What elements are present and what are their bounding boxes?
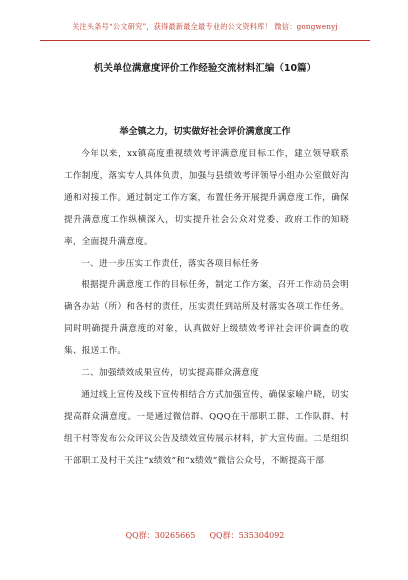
section-heading: 举全镇之力，切实做好社会评价满意度工作 bbox=[119, 127, 291, 137]
document-body bbox=[64, 144, 349, 473]
footer-contacts bbox=[40, 530, 370, 541]
body-paragraph: 根据提升满意度工作的目标任务，制定工作方案，召开工作动员会明确各办站（所）和各村的责任，压实责任到站所及村落实各项工作任务。同时明确提升满意度的对象，认真做好上级绩效考评社会评价调查的收集、报送工作。 bbox=[64, 280, 349, 357]
intro-paragraph: 今年以来，xx镇高度重视绩效考评满意度目标工作，建立领导联系工作制度，落实专人具体负责，加强与县绩效考评领导小组办公室做好沟通和对接工作。通过制定工作方案，布置任务开展提升满意度工作，确保提升满意度工作纵横深入，切实提升社会公众对党委、政府工作的知晓率，全面提升满意度。 bbox=[64, 149, 349, 247]
subheading-2: 二、加强绩效成果宣传，切实提高群众满意度 bbox=[81, 368, 260, 379]
document-title: 机关单位满意度评价工作经验交流材料汇编（10篇） bbox=[93, 63, 317, 74]
footer-qq-group-2: QQ群：535304092 bbox=[209, 531, 285, 540]
body-paragraph: 通过线上宣传及线下宣传相结合方式加强宣传，确保家喻户晓，切实提高群众满意度。一是通过微信群、QQQ在干部职工群、工作队群、村组干村等发布公众评议公告及绩效宣传展示材料，扩大宣传面。二是组织干部职工及村干关注“x绩效”和“x绩效”微信公众号，不断提高干部 bbox=[64, 389, 349, 466]
header-divider bbox=[40, 40, 370, 41]
subheading-1: 一、进一步压实工作责任，落实各项目标任务 bbox=[81, 258, 260, 269]
header-banner: 关注头条号“公文研究”，获得最新最全最专业的公文资料库！ 微信：gongwenyj bbox=[72, 22, 338, 31]
footer-qq-group-1: QQ群：30265665 bbox=[125, 531, 196, 540]
